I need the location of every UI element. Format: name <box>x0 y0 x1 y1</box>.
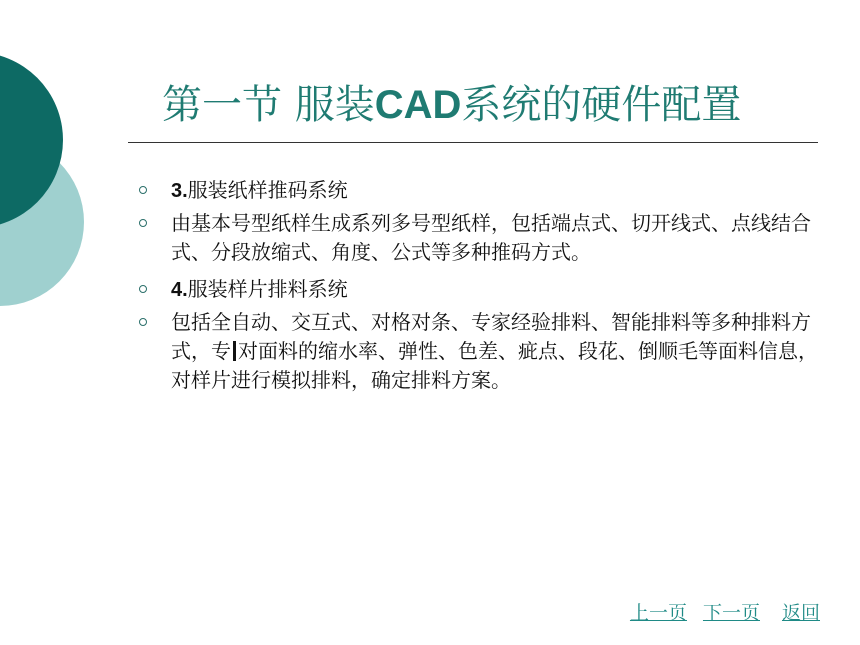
text-cursor <box>233 341 236 361</box>
bullet-list <box>130 176 820 398</box>
back-link[interactable]: 返回 <box>781 602 820 624</box>
item-number: 4. <box>171 279 188 301</box>
item-text: 服装样片排料系统 <box>187 277 348 301</box>
hollow-circle-bullet-icon <box>139 219 147 227</box>
slide-navigation <box>630 598 820 625</box>
bullet-item <box>130 275 820 305</box>
title-divider <box>128 142 818 143</box>
slide-title <box>162 80 741 130</box>
item-text: 服装纸样推码系统 <box>187 178 348 202</box>
item-text-before-cursor: 包括全自动、交互式、对格对条、专家经验排料、智能排料等多种排料方式，专 <box>171 310 811 363</box>
title-prefix: 第一节 服装 <box>162 82 375 128</box>
hollow-circle-bullet-icon <box>139 318 147 326</box>
item-number: 3. <box>171 180 188 202</box>
hollow-circle-bullet-icon <box>139 186 147 194</box>
title-latin: CAD <box>374 83 462 127</box>
decorative-circles <box>0 0 120 360</box>
hollow-circle-bullet-icon <box>139 285 147 293</box>
bullet-item <box>130 209 820 267</box>
bullet-item <box>130 176 820 206</box>
next-page-link[interactable]: 下一页 <box>702 602 760 624</box>
title-suffix: 系统的硬件配置 <box>461 82 742 128</box>
prev-page-link[interactable]: 上一页 <box>629 602 687 624</box>
item-text-after-cursor: 对面料的缩水率、弹性、色差、疵点、段花、倒顺毛等面料信息，对样片进行模拟排料，确定排料方案。 <box>171 339 818 392</box>
bullet-item[interactable] <box>130 308 820 395</box>
item-text: 由基本号型纸样生成系列多号型纸样，包括端点式、切开线式、点线结合式、分段放缩式、角度、公式等多种推码方式。 <box>171 211 811 264</box>
